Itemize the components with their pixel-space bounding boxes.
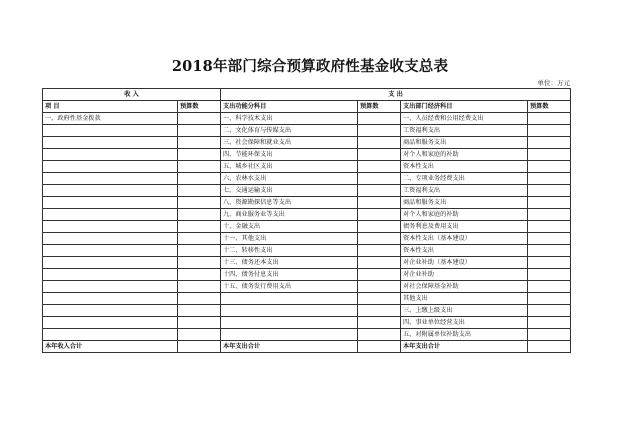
econ-budget-cell xyxy=(528,257,571,269)
income-budget-cell xyxy=(178,185,221,197)
income-item-cell xyxy=(43,185,178,197)
econ-total-value xyxy=(528,341,571,353)
col-header-budget-1: 预算数 xyxy=(178,101,221,113)
section-header-row xyxy=(43,89,571,101)
income-item-cell xyxy=(43,293,178,305)
econ-budget-cell xyxy=(528,209,571,221)
econ-subject-cell: 资本性支出 xyxy=(401,161,528,173)
func-subject-cell: 八、资源勘探信息等支出 xyxy=(221,197,358,209)
table-row xyxy=(43,245,571,257)
table-row xyxy=(43,233,571,245)
func-subject-cell xyxy=(221,317,358,329)
func-subject-cell: 七、交通运输支出 xyxy=(221,185,358,197)
econ-budget-cell xyxy=(528,137,571,149)
income-item-cell xyxy=(43,137,178,149)
econ-budget-cell xyxy=(528,113,571,125)
table-row xyxy=(43,257,571,269)
econ-subject-cell: 一、人员经费和公用经费支出 xyxy=(401,113,528,125)
income-budget-cell xyxy=(178,257,221,269)
table-row xyxy=(43,269,571,281)
func-budget-cell xyxy=(358,197,401,209)
func-budget-cell xyxy=(358,329,401,341)
func-budget-cell xyxy=(358,185,401,197)
income-item-cell xyxy=(43,209,178,221)
func-subject-cell xyxy=(221,293,358,305)
income-budget-cell xyxy=(178,161,221,173)
func-total-value xyxy=(358,341,401,353)
income-budget-cell xyxy=(178,305,221,317)
income-budget-cell xyxy=(178,137,221,149)
table-row xyxy=(43,209,571,221)
income-budget-cell xyxy=(178,245,221,257)
income-item-cell xyxy=(43,173,178,185)
col-header-budget-2: 预算数 xyxy=(358,101,401,113)
econ-budget-cell xyxy=(528,329,571,341)
income-budget-cell xyxy=(178,317,221,329)
func-subject-cell: 三、社会保障和就业支出 xyxy=(221,137,358,149)
table-row xyxy=(43,197,571,209)
income-item-cell xyxy=(43,161,178,173)
income-budget-cell xyxy=(178,233,221,245)
econ-budget-cell xyxy=(528,293,571,305)
table-row xyxy=(43,305,571,317)
income-budget-cell xyxy=(178,221,221,233)
income-budget-cell xyxy=(178,197,221,209)
table-row xyxy=(43,317,571,329)
func-subject-cell: 六、农林水支出 xyxy=(221,173,358,185)
table-row xyxy=(43,137,571,149)
func-budget-cell xyxy=(358,257,401,269)
func-subject-cell: 一、科学技术支出 xyxy=(221,113,358,125)
income-item-cell xyxy=(43,281,178,293)
econ-budget-cell xyxy=(528,281,571,293)
func-budget-cell xyxy=(358,269,401,281)
econ-subject-cell: 商品和服务支出 xyxy=(401,197,528,209)
income-item-cell xyxy=(43,197,178,209)
income-item-cell xyxy=(43,257,178,269)
func-budget-cell xyxy=(358,209,401,221)
func-budget-cell xyxy=(358,173,401,185)
table-row xyxy=(43,293,571,305)
econ-subject-cell: 对个人和家庭的补助 xyxy=(401,149,528,161)
econ-subject-cell: 对个人和家庭的补助 xyxy=(401,209,528,221)
table-row xyxy=(43,185,571,197)
func-subject-cell: 十二、转移性支出 xyxy=(221,245,358,257)
econ-subject-cell: 四、事业单位经营支出 xyxy=(401,317,528,329)
income-total-value xyxy=(178,341,221,353)
func-total-label: 本年支出合计 xyxy=(221,341,358,353)
income-item-cell xyxy=(43,329,178,341)
func-budget-cell xyxy=(358,233,401,245)
econ-subject-cell: 其他支出 xyxy=(401,293,528,305)
table-row xyxy=(43,281,571,293)
econ-subject-cell: 对社会保障基金补助 xyxy=(401,281,528,293)
income-item-cell xyxy=(43,221,178,233)
table-row xyxy=(43,161,571,173)
income-item-cell xyxy=(43,305,178,317)
income-item-cell xyxy=(43,245,178,257)
table-row xyxy=(43,113,571,125)
func-subject-cell: 九、商业服务业等支出 xyxy=(221,209,358,221)
income-budget-cell xyxy=(178,269,221,281)
func-subject-cell xyxy=(221,329,358,341)
income-item-cell xyxy=(43,149,178,161)
expense-header: 支 出 xyxy=(221,89,571,101)
econ-subject-cell: 资本性支出 xyxy=(401,245,528,257)
econ-budget-cell xyxy=(528,233,571,245)
income-item-cell xyxy=(43,269,178,281)
econ-budget-cell xyxy=(528,221,571,233)
econ-subject-cell: 五、对附属单位补助支出 xyxy=(401,329,528,341)
income-budget-cell xyxy=(178,113,221,125)
func-budget-cell xyxy=(358,161,401,173)
econ-subject-cell: 商品和服务支出 xyxy=(401,137,528,149)
income-budget-cell xyxy=(178,281,221,293)
func-subject-cell: 五、城乡社区支出 xyxy=(221,161,358,173)
unit-label: 单位：万元 xyxy=(537,79,570,87)
page-title: 2018年部门综合预算政府性基金收支总表 xyxy=(171,58,449,75)
func-subject-cell: 十五、债务发行费用支出 xyxy=(221,281,358,293)
econ-subject-cell: 对企业补助 xyxy=(401,269,528,281)
func-budget-cell xyxy=(358,305,401,317)
econ-subject-cell: 三、上缴上级支出 xyxy=(401,305,528,317)
econ-subject-cell: 工资福利支出 xyxy=(401,185,528,197)
func-subject-cell: 十四、债务付息支出 xyxy=(221,269,358,281)
income-budget-cell xyxy=(178,125,221,137)
income-item-cell: 一、政府性基金拨款 xyxy=(43,113,178,125)
func-subject-cell: 十三、债务还本支出 xyxy=(221,257,358,269)
econ-subject-cell: 对企业补助（基本建设） xyxy=(401,257,528,269)
econ-subject-cell: 债务利息及费用支出 xyxy=(401,221,528,233)
income-budget-cell xyxy=(178,173,221,185)
income-item-cell xyxy=(43,233,178,245)
col-header-item: 项 目 xyxy=(43,101,178,113)
income-budget-cell xyxy=(178,329,221,341)
income-budget-cell xyxy=(178,293,221,305)
func-subject-cell xyxy=(221,305,358,317)
income-item-cell xyxy=(43,125,178,137)
table-row xyxy=(43,149,571,161)
totals-row xyxy=(43,341,571,353)
col-header-budget-3: 预算数 xyxy=(528,101,571,113)
func-budget-cell xyxy=(358,293,401,305)
econ-budget-cell xyxy=(528,161,571,173)
econ-budget-cell xyxy=(528,269,571,281)
econ-budget-cell xyxy=(528,317,571,329)
func-budget-cell xyxy=(358,113,401,125)
income-item-cell xyxy=(43,317,178,329)
col-header-econ: 支出部门经济科目 xyxy=(401,101,528,113)
econ-budget-cell xyxy=(528,185,571,197)
func-budget-cell xyxy=(358,137,401,149)
column-header-row xyxy=(43,101,571,113)
table-row xyxy=(43,221,571,233)
table-row xyxy=(43,329,571,341)
budget-table xyxy=(42,88,571,353)
econ-subject-cell: 二、专项业务经费支出 xyxy=(401,173,528,185)
table-row xyxy=(43,173,571,185)
func-subject-cell: 二、文化体育与传媒支出 xyxy=(221,125,358,137)
func-subject-cell: 十一、其他支出 xyxy=(221,233,358,245)
econ-subject-cell: 工资福利支出 xyxy=(401,125,528,137)
income-budget-cell xyxy=(178,209,221,221)
econ-subject-cell: 资本性支出（基本建设） xyxy=(401,233,528,245)
func-budget-cell xyxy=(358,221,401,233)
func-budget-cell xyxy=(358,317,401,329)
income-total-label: 本年收入合计 xyxy=(43,341,178,353)
func-budget-cell xyxy=(358,245,401,257)
econ-budget-cell xyxy=(528,305,571,317)
income-header: 收 入 xyxy=(43,89,221,101)
econ-budget-cell xyxy=(528,173,571,185)
col-header-func: 支出功能分科目 xyxy=(221,101,358,113)
econ-budget-cell xyxy=(528,125,571,137)
econ-budget-cell xyxy=(528,245,571,257)
func-subject-cell: 十、金融支出 xyxy=(221,221,358,233)
econ-total-label: 本年支出合计 xyxy=(401,341,528,353)
econ-budget-cell xyxy=(528,197,571,209)
econ-budget-cell xyxy=(528,149,571,161)
func-budget-cell xyxy=(358,149,401,161)
func-budget-cell xyxy=(358,125,401,137)
table-row xyxy=(43,125,571,137)
income-budget-cell xyxy=(178,149,221,161)
func-budget-cell xyxy=(358,281,401,293)
func-subject-cell: 四、节能环保支出 xyxy=(221,149,358,161)
